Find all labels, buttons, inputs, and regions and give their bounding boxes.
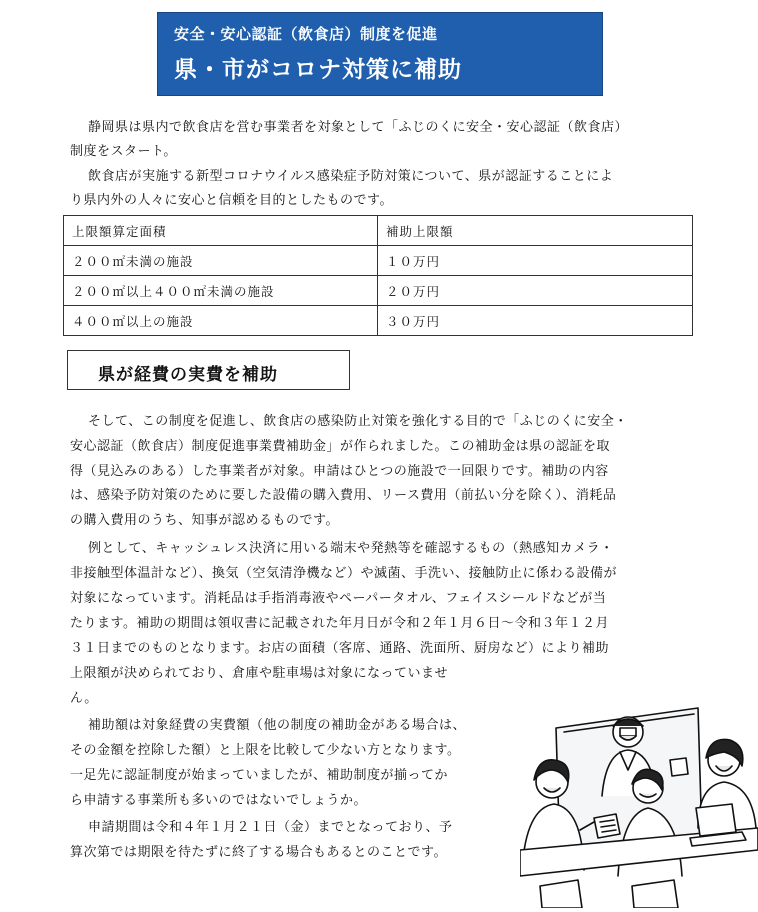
body-line: 安心認証（飲食店）制度促進事業費補助金」が作られました。この補助金は県の認証を取 xyxy=(70,439,611,454)
intro-line: 静岡県は県内で飲食店を営む事業者を対象として「ふじのくに安全・安心認証（飲食店） xyxy=(88,120,629,135)
banner-subtitle: 安全・安心認証（飲食店）制度を促進 xyxy=(174,25,438,43)
body-line: 一足先に認証制度が始まっていましたが、補助制度が揃ってか xyxy=(70,768,449,783)
body-line: ら申請する事業所も多いのではないでしょうか。 xyxy=(70,793,368,808)
body-line: その金額を控除した額）と上限を比較して少ない方となります。 xyxy=(70,743,461,758)
body-line: 対象になっています。消耗品は手指消毒液やペーパータオル、フェイスシールドなどが当 xyxy=(70,591,607,606)
intro-line: 制度をスタート。 xyxy=(70,144,177,159)
body-line: 補助額は対象経費の実費額（他の制度の補助金がある場合は、 xyxy=(88,718,467,733)
headline-banner xyxy=(157,12,603,96)
banner-title: 県・市がコロナ対策に補助 xyxy=(174,57,462,83)
body-line: は、感染予防対策のために要した設備の購入費用、リース費用（前払い分を除く）、消耗品 xyxy=(70,488,617,503)
table-cell: ２００㎡未満の施設 xyxy=(64,246,378,276)
body-line: 非接触型体温計など）、換気（空気清浄機など）や滅菌、手洗い、接触防止に係わる設備が xyxy=(70,566,618,581)
table-header-cell: 補助上限額 xyxy=(378,216,693,246)
table-cell: ２００㎡以上４００㎡未満の施設 xyxy=(64,276,378,306)
table-row xyxy=(64,276,693,306)
intro-line: り県内外の人々に安心と信頼を目的としたものです。 xyxy=(70,193,393,208)
body-line: 得（見込みのある）した事業者が対象。申請はひとつの施設で一回限りです。補助の内容 xyxy=(70,464,609,479)
table-row xyxy=(64,306,693,336)
office-counter-illustration-icon xyxy=(520,700,758,908)
body-line: 上限額が決められており、倉庫や駐車場は対象になっていませ xyxy=(70,666,449,681)
subsidy-limit-table xyxy=(63,215,693,336)
table-row xyxy=(64,246,693,276)
table-header-cell: 上限額算定面積 xyxy=(64,216,378,246)
table-cell: ３０万円 xyxy=(378,306,693,336)
body-line: 算次第では期限を待たずに終了する場合もあるとのことです。 xyxy=(70,845,447,860)
table-cell: ２０万円 xyxy=(378,276,693,306)
body-line: ３１日までのものとなります。お店の面積（客席、通路、洗面所、厨房など）により補助 xyxy=(70,641,609,656)
table-cell: ４００㎡以上の施設 xyxy=(64,306,378,336)
body-line: 例として、キャッシュレス決済に用いる端末や発熱等を確認するもの（熱感知カメラ・ xyxy=(88,541,614,556)
table-header-row xyxy=(64,216,693,246)
body-line: たります。補助の期間は領収書に記載された年月日が令和２年１月６日～令和３年１２月 xyxy=(70,616,609,631)
section-heading: 県が経費の実費を補助 xyxy=(67,350,350,390)
body-line: 申請期間は令和４年１月２１日（金）までとなっており、予 xyxy=(88,820,453,835)
body-line: の購入費用のうち、知事が認めるものです。 xyxy=(70,513,339,528)
intro-line: 飲食店が実施する新型コロナウイルス感染症予防対策について、県が認証することによ xyxy=(88,169,614,184)
table-cell: １０万円 xyxy=(378,246,693,276)
body-line: ん。 xyxy=(70,691,98,706)
body-line: そして、この制度を促進し、飲食店の感染防止対策を強化する目的で「ふじのくに安全・ xyxy=(88,414,628,429)
